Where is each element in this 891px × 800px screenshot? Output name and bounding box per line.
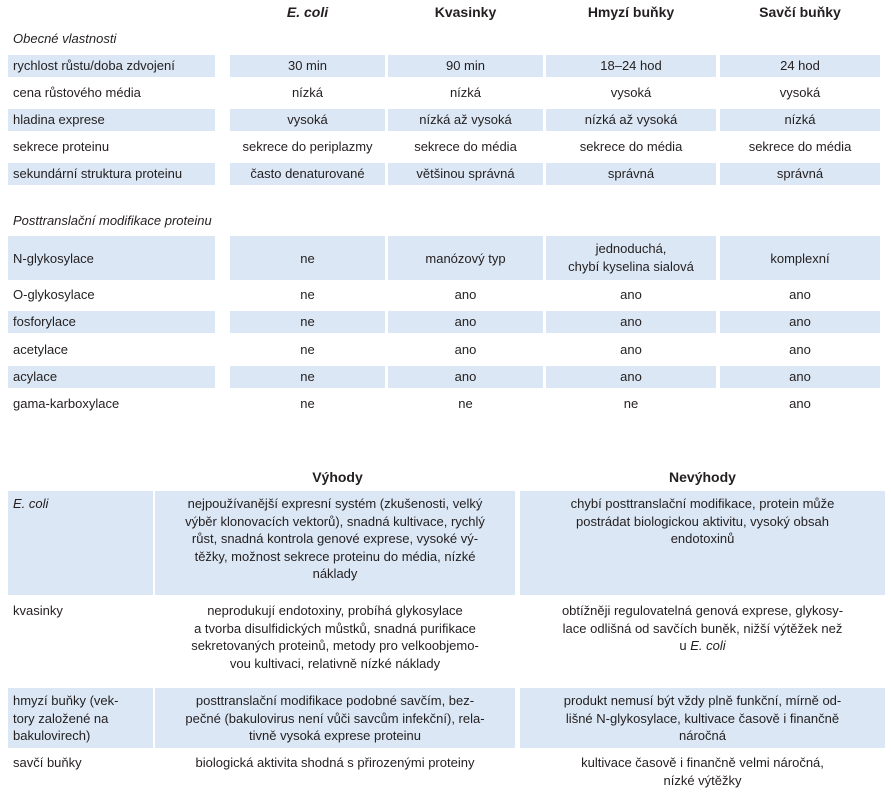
cell-value: sekrece do média: [414, 139, 517, 154]
cell-value: ano: [789, 287, 811, 302]
row-label: rychlost růstu/doba zdvojení: [13, 58, 175, 73]
cell-line: kvasinky: [13, 603, 63, 618]
cell-line: nízké výtěžky: [663, 772, 742, 788]
cell-value: ne: [300, 341, 315, 357]
cell-value: správná: [607, 166, 655, 181]
cell-line: tory založené na: [13, 710, 109, 726]
cell-value: ano: [789, 368, 811, 384]
cell-text-italic: E. coli: [690, 638, 726, 653]
cell-value: ano: [620, 368, 642, 384]
row-label: cena růstového média: [13, 85, 141, 100]
cell-value: ne: [300, 368, 315, 384]
cell-value: 24 hod: [780, 58, 820, 73]
cell-value: ano: [454, 368, 477, 384]
section-title-general: Obecné vlastnosti: [13, 31, 117, 46]
row-label: gama-karboxylace: [13, 396, 120, 412]
cell-value: ne: [300, 396, 315, 412]
cell-line: [520, 637, 885, 655]
cell-value: sekrece do média: [748, 139, 852, 154]
cell-line: a tvorba disulfidických můstků, snadná purifikace: [194, 620, 476, 636]
cell-line: obtížněji regulovatelná genová exprese, glykosy-: [561, 603, 844, 618]
row-label: N-glykosylace: [13, 251, 94, 266]
cell-value: 30 min: [287, 58, 328, 73]
header-hmyzi: Hmyzí buňky: [587, 4, 675, 20]
cell-value: ne: [300, 251, 315, 266]
cell-line: těžky, možnost sekrece proteinu do média, nízké: [194, 548, 476, 564]
row-label: hladina exprese: [13, 112, 105, 127]
cell-value: komplexní: [770, 251, 830, 266]
cell-line: náklady: [312, 566, 358, 581]
cell-value: ne: [300, 287, 315, 302]
row-label: acetylace: [13, 341, 68, 357]
cell-line: bakulovirech): [13, 728, 91, 743]
cell-line: sekretovaných proteinů, metody pro velkoobjemo-: [191, 638, 479, 653]
cell-line: postrádat biologickou aktivitu, vysoký obsah: [576, 513, 829, 529]
cell-value: 90 min: [445, 58, 486, 73]
cell-value: sekrece do média: [579, 139, 683, 154]
cell-value: vysoká: [610, 85, 652, 100]
cell-value: ne: [300, 314, 315, 330]
cell-value: ano: [454, 287, 477, 302]
section-title-ptm: Posttranslační modifikace proteinu: [13, 213, 212, 228]
cell-value: ano: [620, 287, 642, 302]
cell-value: ano: [789, 314, 811, 330]
cell-line: lišné N-glykosylace, kultivace časově i finančně: [565, 710, 840, 726]
cell-line: E. coli: [13, 496, 49, 511]
row-label: acylace: [13, 368, 58, 384]
cell-line: endotoxinů: [670, 531, 735, 546]
cell-value: sekrece do periplazmy: [242, 139, 373, 154]
cell-value: ano: [454, 314, 477, 330]
cell-line: posttranslační modifikace podobné savčím, bez-: [195, 693, 475, 708]
cell-value: nízká až vysoká: [419, 112, 512, 127]
cell-value: nízká až vysoká: [584, 112, 678, 127]
row-label: sekrece proteinu: [13, 139, 110, 154]
cell-line: nejpoužívanější expresní systém (zkušenosti, velký: [187, 496, 483, 511]
cell-value: nízká: [784, 112, 816, 127]
cell-value: správná: [776, 166, 824, 181]
cell-value: 18–24 hod: [600, 58, 662, 73]
cell-text: u: [679, 638, 687, 653]
cell-line: tivně vysoká exprese proteinu: [249, 728, 421, 743]
cell-line: pečné (bakulovirus není vůči savcům infekční), rela-: [185, 710, 485, 726]
cell-value: manózový typ: [425, 251, 506, 266]
cell-value-line2: chybí kyselina sialová: [568, 259, 694, 274]
header-cons: Nevýhody: [669, 469, 736, 485]
row-label: sekundární struktura proteinu: [13, 166, 183, 181]
cell-value: ne: [458, 396, 473, 412]
cell-line: růst, snadná kontrola genové exprese, vysoké vý-: [191, 531, 479, 546]
cell-line: hmyzí buňky (vek-: [13, 693, 119, 708]
cell-line: lace odlišná od savčích buněk, nižší výtěžek než: [562, 620, 843, 636]
header-savci: Savčí buňky: [759, 4, 841, 20]
cell-line: savčí buňky: [13, 755, 82, 770]
header-ecoli: E. coli: [286, 4, 329, 20]
header-kvasinky: Kvasinky: [434, 4, 497, 20]
cell-line: produkt nemusí být vždy plně funkční, mírně od-: [563, 693, 842, 708]
cell-value: ano: [789, 341, 811, 357]
cell-value: vysoká: [779, 85, 821, 100]
cell-value: vysoká: [287, 112, 328, 127]
cell-value: ano: [454, 341, 477, 357]
cell-value: nízká: [291, 85, 324, 100]
cell-line: neprodukují endotoxiny, probíhá glykosylace: [207, 603, 463, 618]
cell-value: ano: [620, 314, 642, 330]
cell-line: vou kultivaci, relativně nízké náklady: [229, 655, 441, 671]
cell-value: ano: [620, 341, 642, 357]
row-label: O-glykosylace: [13, 287, 95, 302]
header-pros: Výhody: [312, 469, 363, 485]
cell-value: nízká: [449, 85, 482, 100]
cell-line: kultivace časově i finančně velmi náročná,: [581, 755, 824, 770]
cell-line: výběr klonovacích vektorů), snadná kultivace, rychlý: [185, 513, 485, 529]
cell-line: chybí posttranslační modifikace, protein může: [570, 496, 835, 511]
cell-value: ano: [789, 396, 811, 412]
row-label: fosforylace: [13, 314, 76, 330]
cell-value: většinou správná: [416, 166, 515, 181]
cell-value: ne: [623, 396, 639, 412]
cell-value: často denaturované: [250, 166, 365, 181]
cell-line: náročná: [679, 728, 726, 743]
cell-line: biologická aktivita shodná s přirozenými proteiny: [195, 755, 475, 770]
cell-value: jednoduchá,: [595, 241, 667, 256]
